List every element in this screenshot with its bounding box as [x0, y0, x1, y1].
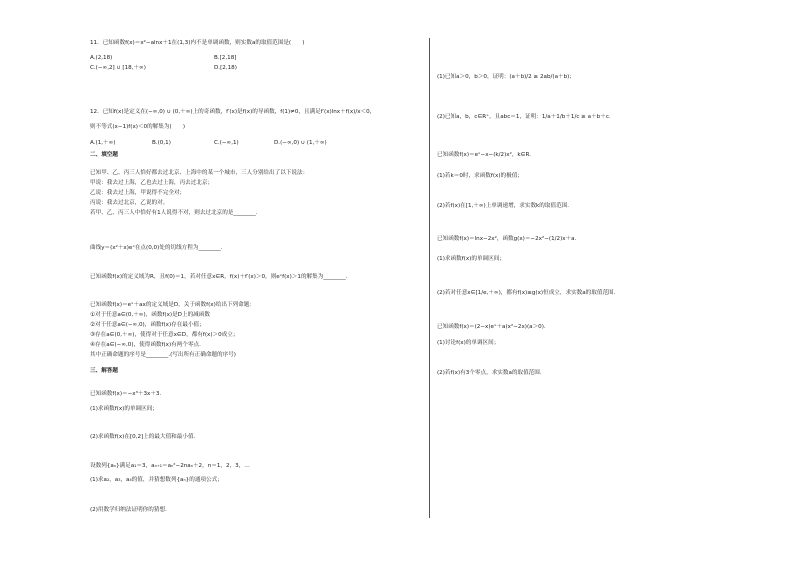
ans2-line1: 设数列{aₙ}满足a₁＝3，aₙ₊₁＝aₙ²−2naₙ＋2，n＝1，2，3，…	[90, 463, 250, 469]
ans2-line2: (1)求a₂，a₃，a₄的值，并猜想数列{aₙ}的通项公式；	[90, 477, 223, 483]
right-p5-line1: 已知函数f(x)＝(2−x)eˣ＋a(x²−2x)(a＞0).	[437, 324, 546, 330]
ans2-line3: (2)用数学归纳法证明你的猜想.	[90, 507, 167, 513]
q12-option-a: A.(1,＋∞)	[90, 140, 116, 146]
right-p4-line3: (2)若对任意x∈[1/e,＋∞)，都有f(x)≥g(x)恒成立，求实数a的取值范围.	[437, 290, 616, 296]
right-p3-line3: (2)若f(x)在[1,＋∞)上单调递增，求实数k的取值范围.	[437, 203, 570, 209]
fill4-line4: ③存在a∈(0,＋∞)，使得对于任意x∈D，都有f(x)＞0成立；	[90, 332, 239, 338]
q12-option-b: B.(0,1)	[152, 140, 171, 146]
fill4-line2: ①对于任意a∈(0,＋∞)，函数f(x)是D上的减函数	[90, 312, 210, 318]
right-p5-line3: (2)若f(x)有3个零点，求实数a的取值范围.	[437, 370, 542, 376]
right-column	[437, 0, 737, 562]
right-p2: (2)已知a，b，c∈R⁺，且abc＝1，证明：1/a＋1/b＋1/c ≥ a＋b＋c.	[437, 114, 611, 120]
q11-option-c: C.(−∞,2] ∪ [18,＋∞)	[90, 65, 146, 71]
ans1-line1: 已知函数f(x)＝−x³＋3x＋3.	[90, 391, 162, 397]
fill1-line4: 丙说：我去过北京，乙说的对。	[90, 200, 169, 206]
q11-option-d: D.[2,18)	[214, 65, 237, 71]
fill1-line2: 甲说：我去过上海，乙也去过上海，丙去过北京；	[90, 180, 214, 186]
fill4-line3: ②对于任意a∈(−∞,0)，函数f(x)存在最小值；	[90, 322, 205, 328]
right-p4-line2: (1)求函数f(x)的单调区间；	[437, 256, 505, 262]
q11-option-b: B.[2,18]	[214, 55, 237, 61]
q11-stem: 11．已知函数f(x)＝x²−alnx＋1在(1,3)内不是单调函数，则实数a的取值范围是( )	[90, 40, 305, 46]
left-column	[90, 0, 420, 562]
q11-option-a: A.(2,18)	[90, 55, 113, 61]
q12-stem: 12．已知f(x)是定义在(−∞,0) ∪ (0,＋∞)上的奇函数，f′(x)是f(x)的导函数，f(1)≠0，且满足f′(x)lnx＋f(x)/x＜0，	[90, 109, 376, 115]
column-divider	[429, 38, 430, 518]
ans1-line2: (1)求函数f(x)的单调区间；	[90, 406, 158, 412]
fill3: 已知函数f(x)的定义域为R，且f(0)＝1，若对任意x∈R，f(x)＋f′(x)＞0，则eˣf(x)＞1的解集为________.	[90, 274, 348, 280]
fill4-line6: 其中正确命题的序号是________.(写出所有正确命题的序号)	[90, 352, 236, 358]
q12-option-c: C.(−∞,1)	[214, 140, 239, 146]
right-p1: (1)已知a＞0，b＞0，证明：(a＋b)/2 ≥ 2ab/(a＋b)；	[437, 74, 575, 80]
fill1-line3: 乙说：我去过上海，甲说得不完全对；	[90, 190, 186, 196]
fill4-line5: ④存在a∈(−∞,0)，使得函数f(x)有两个零点.	[90, 342, 201, 348]
fill4-line1: 已知函数f(x)＝eˣ＋ax的定义域是D，关于函数f(x)给出下列命题：	[90, 302, 255, 308]
right-p3-line2: (1)若k＝0时，求函数f(x)的极值；	[437, 173, 523, 179]
fill1-line1: 已知甲、乙、丙三人恰好都去过北京、上海中的某一个城市，三人分别给出了以下说法：	[90, 170, 309, 176]
fill2: 曲线y＝(x²＋x)eˣ在点(0,0)处的切线方程为________.	[90, 245, 223, 251]
right-p3-line1: 已知函数f(x)＝eˣ−x−(k/2)x²，k∈R.	[437, 152, 531, 158]
q12-stem-2: 则不等式(x−1)f(x)＜0的解集为( )	[90, 124, 186, 130]
q12-option-d: D.(−∞,0) ∪ (1,＋∞)	[274, 140, 327, 146]
right-p5-line2: (1)讨论f(x)的单调区间；	[437, 340, 500, 346]
ans1-line3: (2)求函数f(x)在[0,2]上的最大值和最小值.	[90, 434, 196, 440]
section-fill-in: 二、填空题	[90, 152, 118, 158]
fill1-line5: 若甲、乙、丙三人中恰好有1人说得不对，则去过北京的是________.	[90, 210, 258, 216]
right-p4-line1: 已知函数f(x)＝lnx−2x²，函数g(x)＝−2x²−(1/2)x＋a.	[437, 236, 577, 242]
section-answer: 三、解答题	[90, 368, 118, 374]
